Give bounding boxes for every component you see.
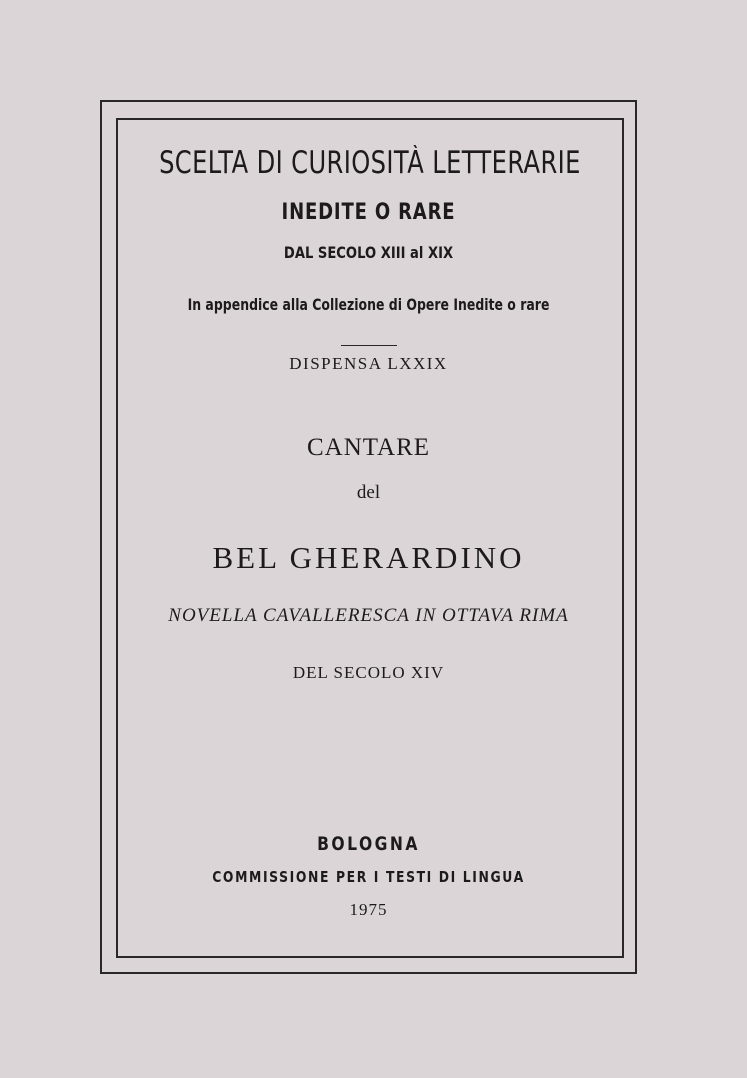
imprint-city: BOLOGNA (317, 833, 420, 855)
divider-rule (341, 345, 397, 346)
work-connector: del (356, 482, 381, 503)
work-century: DEL SECOLO XIV (292, 663, 445, 682)
work-genre: CANTARE (306, 434, 431, 461)
imprint-publisher: COMMISSIONE PER I TESTI DI LINGUA (212, 868, 525, 886)
imprint-year: 1975 (349, 900, 388, 919)
dispensa-number: DISPENSA LXXIX (289, 354, 448, 373)
work-title: BEL GHERARDINO (212, 540, 525, 575)
series-title: SCELTA DI CURIOSITÀ LETTERARIE (159, 145, 581, 181)
series-subtitle: INEDITE O RARE (281, 200, 456, 225)
work-subtitle: NOVELLA CAVALLERESCA IN OTTAVA RIMA (168, 605, 569, 626)
appendix-note: In appendice alla Collezione di Opere Inedite o rare (187, 295, 550, 314)
series-period: DAL SECOLO XIII al XIX (283, 243, 454, 262)
